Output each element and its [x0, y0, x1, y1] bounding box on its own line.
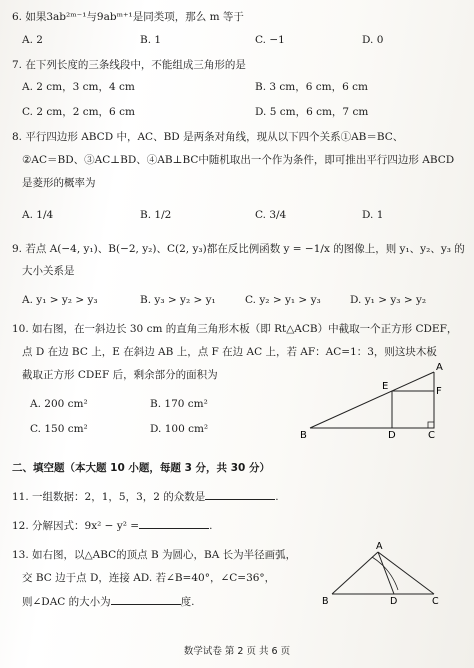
q11-answer-blank[interactable]	[205, 489, 275, 500]
q10-label-b: B	[300, 430, 307, 441]
q10-option-d: D. 100 cm²	[150, 423, 209, 435]
q10-stem-line3: 截取正方形 CDEF 后，剩余部分的面积为	[22, 369, 218, 381]
q13-stem-line3: 则∠DAC 的大小为	[22, 596, 111, 608]
q9-stem-line1: 9. 若点 A(−4, y₁)、B(−2, y₂)、C(2, y₃)都在反比例函数 y = −1/x 的图像上，则 y₁、y₂、y₃ 的	[12, 243, 465, 255]
q12-row	[12, 518, 212, 533]
q11-stem: 11. 一组数据：2，1，5，3，2 的众数是	[12, 491, 206, 503]
q7-option-a: A. 2 cm，3 cm，4 cm	[22, 81, 135, 93]
q7-option-b: B. 3 cm，6 cm，6 cm	[255, 81, 368, 93]
q9-stem-line2: 大小关系是	[22, 265, 75, 277]
q13-stem-line2: 交 BC 边于点 D，连接 AD. 若∠B=40°，∠C=36°，	[22, 572, 276, 584]
q10-triangle-figure	[296, 358, 446, 444]
q13-label-d: D	[390, 596, 398, 607]
q9-option-b: B. y₃ > y₂ > y₁	[140, 294, 216, 306]
q8-option-c: C. 3/4	[255, 209, 287, 221]
q7-option-d: D. 5 cm，6 cm，7 cm	[255, 106, 369, 118]
q8-option-a: A. 1/4	[22, 209, 54, 221]
q10-label-e: E	[382, 381, 389, 392]
q13-label-a: A	[376, 541, 383, 552]
q13-triangle-figure	[320, 538, 444, 608]
section-2-heading: 二、填空题（本大题 10 小题，每题 3 分，共 30 分）	[12, 462, 270, 474]
q6-option-a: A. 2	[22, 34, 43, 46]
q8-stem-line1: 8. 平行四边形 ABCD 中，AC、BD 是两条对角线，现从以下四个关系①AB＝BC、	[12, 131, 404, 143]
q12-stem: 12. 分解因式：9x² − y² =	[12, 520, 140, 532]
q6-option-c: C. −1	[255, 34, 285, 46]
q13-tail: 度.	[180, 596, 195, 608]
q13-label-b: B	[322, 596, 329, 607]
q12-answer-blank[interactable]	[139, 518, 209, 529]
q8-option-b: B. 1/2	[140, 209, 172, 221]
q10-stem-line2: 点 D 在边 BC 上，E 在斜边 AB 上，点 F 在边 AC 上，若 AF：AC=1：3，则这块木板	[22, 346, 437, 358]
q10-label-c: C	[428, 430, 435, 441]
q6-stem: 6. 如果3ab²ᵐ⁻¹与9abᵐ⁺¹是同类项，那么 m 等于	[12, 11, 244, 23]
q10-option-a: A. 200 cm²	[30, 398, 88, 410]
q13-answer-blank[interactable]	[111, 594, 181, 605]
q9-option-c: C. y₂ > y₁ > y₃	[245, 294, 321, 306]
q6-option-b: B. 1	[140, 34, 162, 46]
q10-option-c: C. 150 cm²	[30, 423, 88, 435]
q11-row	[12, 489, 279, 504]
q12-tail: .	[209, 520, 213, 532]
q11-tail: .	[275, 491, 279, 503]
q8-stem-line3: 是菱形的概率为	[22, 177, 96, 189]
q13-row	[22, 594, 195, 609]
q7-stem: 7. 在下列长度的三条线段中，不能组成三角形的是	[12, 59, 246, 71]
q6-option-d: D. 0	[362, 34, 384, 46]
q13-label-c: C	[432, 596, 439, 607]
q8-stem-line2: ②AC＝BD、③AC⊥BD、④AB⊥BC中随机取出一个作为条件，即可推出平行四边形 ABCD	[22, 154, 455, 166]
q9-option-d: D. y₁ > y₃ > y₂	[350, 294, 427, 306]
q10-label-d: D	[388, 430, 396, 441]
q7-option-c: C. 2 cm，2 cm，6 cm	[22, 106, 135, 118]
q10-label-a: A	[436, 362, 443, 373]
q13-stem-line1: 13. 如右图，以△ABC的顶点 B 为圆心，BA 长为半径画弧，	[12, 549, 297, 561]
q10-stem-line1: 10. 如右图，在一斜边长 30 cm 的直角三角形木板（即 Rt△ACB）中截取一个正方形 CDEF，	[12, 323, 458, 335]
page-footer: 数学试卷 第 2 页 共 6 页	[183, 646, 291, 657]
q8-option-d: D. 1	[362, 209, 384, 221]
q10-option-b: B. 170 cm²	[150, 398, 208, 410]
q10-label-f: F	[436, 386, 442, 397]
q9-option-a: A. y₁ > y₂ > y₃	[22, 294, 98, 306]
